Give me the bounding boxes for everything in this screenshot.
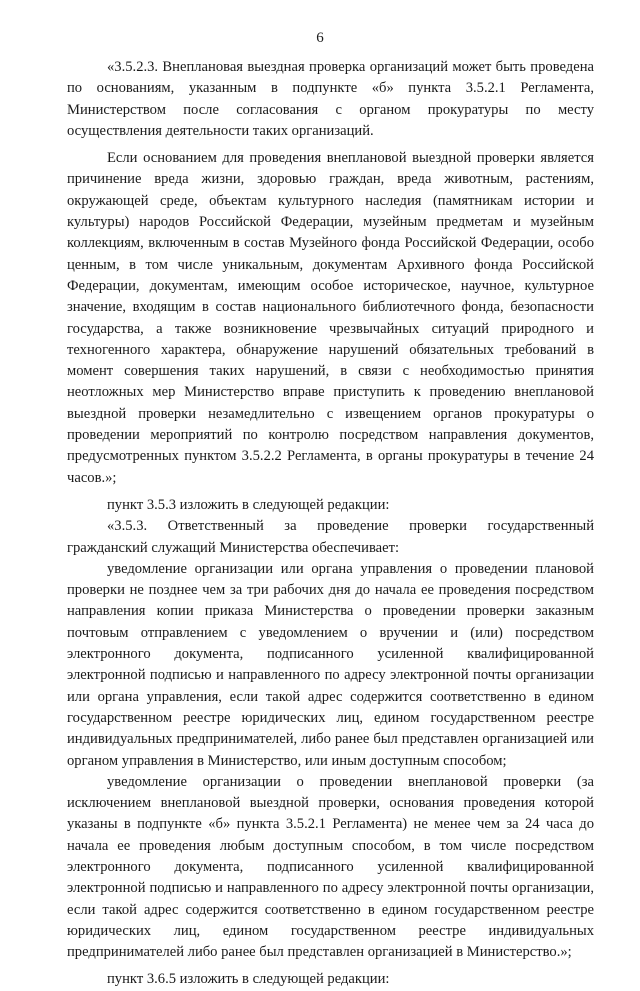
paragraph-unscheduled-inspection-notice: уведомление организации о проведении внеплановой проверки (за исключением внеплановой выездной проверки, основания проведения которой указаны в подпункте «б» пункта 3.5.2.1 Регламента) не менее чем за 24 часа до начала ее проведения любым доступным способом, в том числе посредством электронного документа, подписанного усиленной квалифицированной электронной подписью и направленного по адресу электронной почты организации, если такой адрес содержится соответственно в едином государственном реестре юридических лиц, едином государственном реестре индивидуальных предпринимателей либо ранее был представлен организацией в Министерство.»; — [67, 773, 594, 961]
paragraph-amend-3-6-5: пункт 3.6.5 изложить в следующей редакции: — [107, 971, 390, 988]
document-body — [67, 57, 594, 991]
paragraph-3-5-3: «3.5.3. Ответственный за проведение проверки государственный гражданский служащий Министерства обеспечивает: — [67, 518, 594, 556]
paragraph-3-5-2-3: «3.5.2.3. Внеплановая выездная проверка организаций может быть проведена по основаниям, указанным в подпункте «б» пункта 3.5.2.1 Регламента, Министерством после согласования с органом прокуратуры по месту осуществления деятельности таких организаций. — [67, 59, 594, 139]
paragraph-planned-inspection-notice: уведомление организации или органа управления о проведении плановой проверки не позднее чем за три рабочих дня до начала ее проведения посредством направления копии приказа Министерства о проведении проверки заказным почтовым отправлением с уведомлением о вручении и (или) посредством электронного документа, подписанного усиленной квалифицированной электронной подписью и направленного по адресу электронной почты организации или органа управления, если такой адрес содержится соответственно в едином государственном реестре юридических лиц, едином государственном реестре индивидуальных предпринимателей, либо ранее был представлен организацией или органом управления в Министерство, или иным доступным способом; — [67, 560, 594, 769]
page-number: 6 — [316, 30, 324, 46]
paragraph-amend-3-5-3: пункт 3.5.3 изложить в следующей редакции: — [107, 496, 390, 513]
paragraph-unscheduled-inspection-grounds: Если основанием для проведения внеплановой выездной проверки является причинение вреда жизни, здоровью граждан, вреда животным, растениям, окружающей среде, объектам культурного наследия (памятникам истории и культуры) народов Российской Федерации, музейным предметам и музейным коллекциям, включенным в состав Музейного фонда Российской Федерации, особо ценным, в том числе уникальным, документам Архивного фонда Российской Федерации, документам, имеющим особое историческое, научное, культурное значение, входящим в состав национального библиотечного фонда, безопасности государства, а также возникновение чрезвычайных ситуаций природного и техногенного характера, обнаружение нарушений обязательных требований в момент совершения таких нарушений, в связи с необходимостью принятия неотложных мер Министерство вправе приступить к проведению внеплановой выездной проверки незамедлительно с извещением органов прокуратуры о проведении мероприятий по контролю посредством направления документов, предусмотренных пунктом 3.5.2.2 Регламента, в органы прокуратуры в течение 24 часов.»; — [67, 150, 594, 486]
